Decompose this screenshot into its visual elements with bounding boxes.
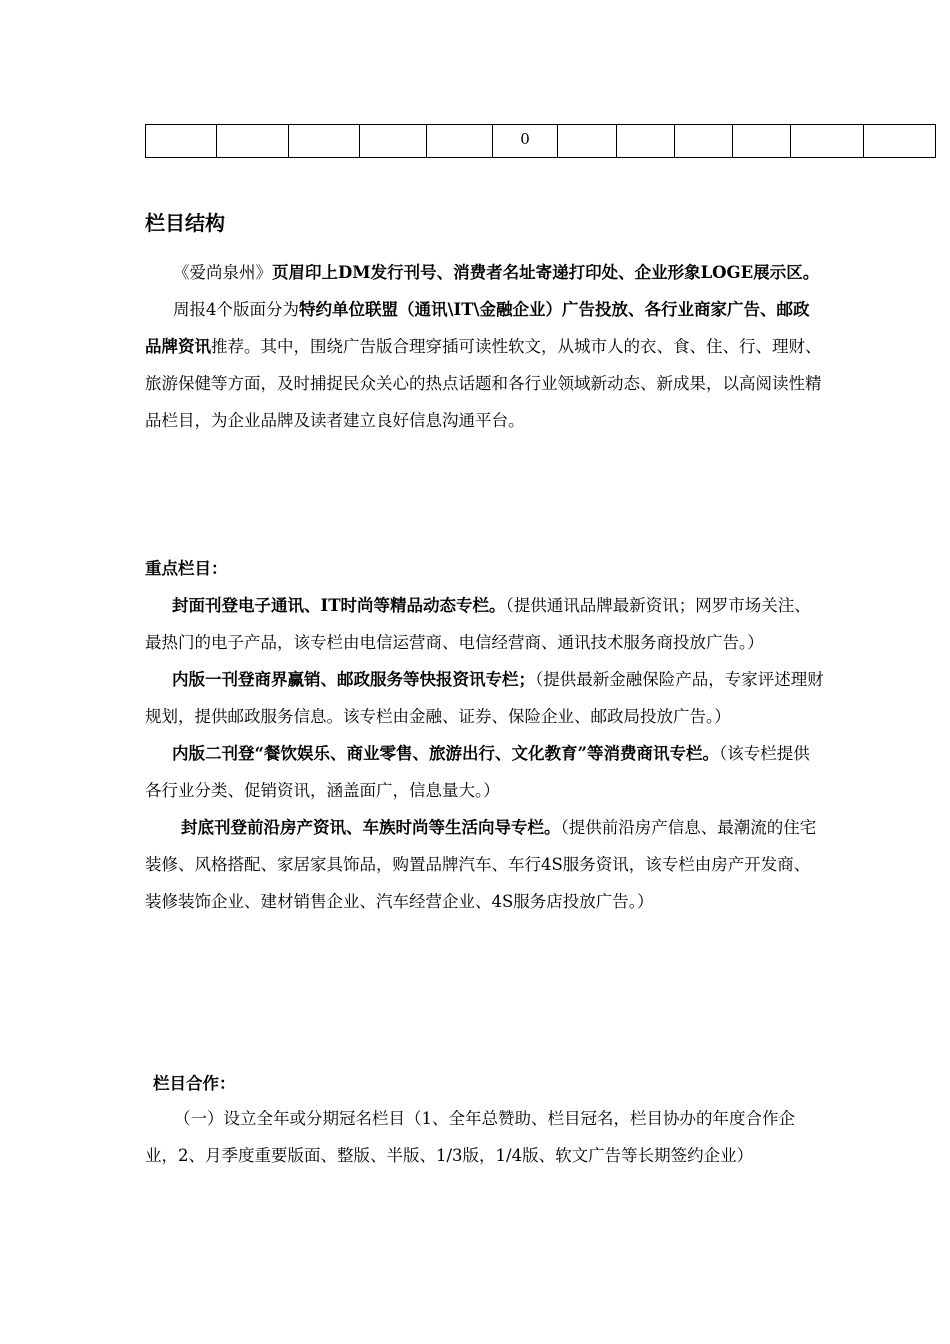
key-column-3-bold: 内版二刊登“餐饮娱乐、商业零售、旅游出行、文化教育”等消费商讯专栏。: [172, 744, 719, 763]
key-columns-title: 重点栏目：: [145, 559, 228, 578]
key-columns-list: [145, 587, 825, 920]
table-cell: 0: [493, 125, 558, 158]
table-cell: [733, 125, 791, 158]
table-cell: [427, 125, 493, 158]
table-cell: [289, 125, 360, 158]
list-item: [145, 661, 825, 735]
key-column-1-text: （提供通讯品牌最新资讯；网罗市场关注、最热门的电子产品，该专栏由电信运营商、电信经营商、通讯技术服务商投放广告。）: [145, 596, 811, 652]
table-cell: [558, 125, 617, 158]
list-item: [145, 587, 825, 661]
table-cell: [217, 125, 289, 158]
list-item: [145, 809, 825, 920]
table-cell: [146, 125, 217, 158]
key-column-1-bold: 封面刊登电子通讯、IT时尚等精品动态专栏。: [172, 596, 506, 615]
intro-p2-rest: 推荐。其中，围绕广告版合理穿插可读性软文，从城市人的衣、食、住、行、理财、旅游保健等方面，及时捕捉民众关心的热点话题和各行业领域新动态、新成果，以高阅读性精品栏目，为企业品牌及读者建立良好信息沟通平台。: [145, 337, 822, 430]
list-item: [145, 735, 825, 809]
intro-p1-prefix: 《爱尚泉州》: [173, 263, 272, 282]
table-cell: [791, 125, 864, 158]
key-column-4-text: （提供前沿房产信息、最潮流的住宅装修、风格搭配、家居家具饰品，购置品牌汽车、车行4S服务资讯，该专栏由房产开发商、装修装饰企业、建材销售企业、汽车经营企业、4S服务店投放广告。）: [145, 818, 817, 911]
table-cell: [360, 125, 427, 158]
cooperation-section: [145, 1100, 825, 1174]
data-table: [145, 124, 936, 158]
table-cell: [675, 125, 733, 158]
key-column-2-bold: 内版一刊登商界赢销、邮政服务等快报资讯专栏；: [172, 670, 535, 689]
key-column-2-text: （提供最新金融保险产品，专家评述理财规划，提供邮政服务信息。该专栏由金融、证券、保险企业、邮政局投放广告。）: [145, 670, 824, 726]
cooperation-paragraph: （一）设立全年或分期冠名栏目（1、全年总赞助、栏目冠名，栏目协办的年度合作企业，2、月季度重要版面、整版、半版、1/3版，1/4版、软文广告等长期签约企业）: [145, 1109, 795, 1165]
key-column-4-bold: 封底刊登前沿房产资讯、车族时尚等生活向导专栏。: [181, 818, 561, 837]
section-title: 栏目结构: [145, 211, 225, 235]
key-column-3-text: （该专栏提供各行业分类、促销资讯，涵盖面广，信息量大。）: [145, 744, 810, 800]
intro-paragraph-2: [145, 291, 825, 439]
intro-section: [145, 254, 825, 439]
table-cell: [864, 125, 936, 158]
table-cell: [617, 125, 675, 158]
table-row: [146, 125, 936, 158]
intro-p1-bold: 页眉印上DM发行刊号、消费者名址寄递打印处、企业形象LOGE展示区。: [272, 263, 820, 282]
intro-p2-bold: 特约单位联盟（通讯\IT\金融企业）广告投放、各行业商家广告、邮政品牌资讯: [145, 300, 810, 356]
intro-p2-prefix: 周报4个版面分为: [173, 300, 299, 319]
cooperation-title: 栏目合作：: [153, 1074, 236, 1093]
intro-paragraph-1: [145, 254, 825, 291]
